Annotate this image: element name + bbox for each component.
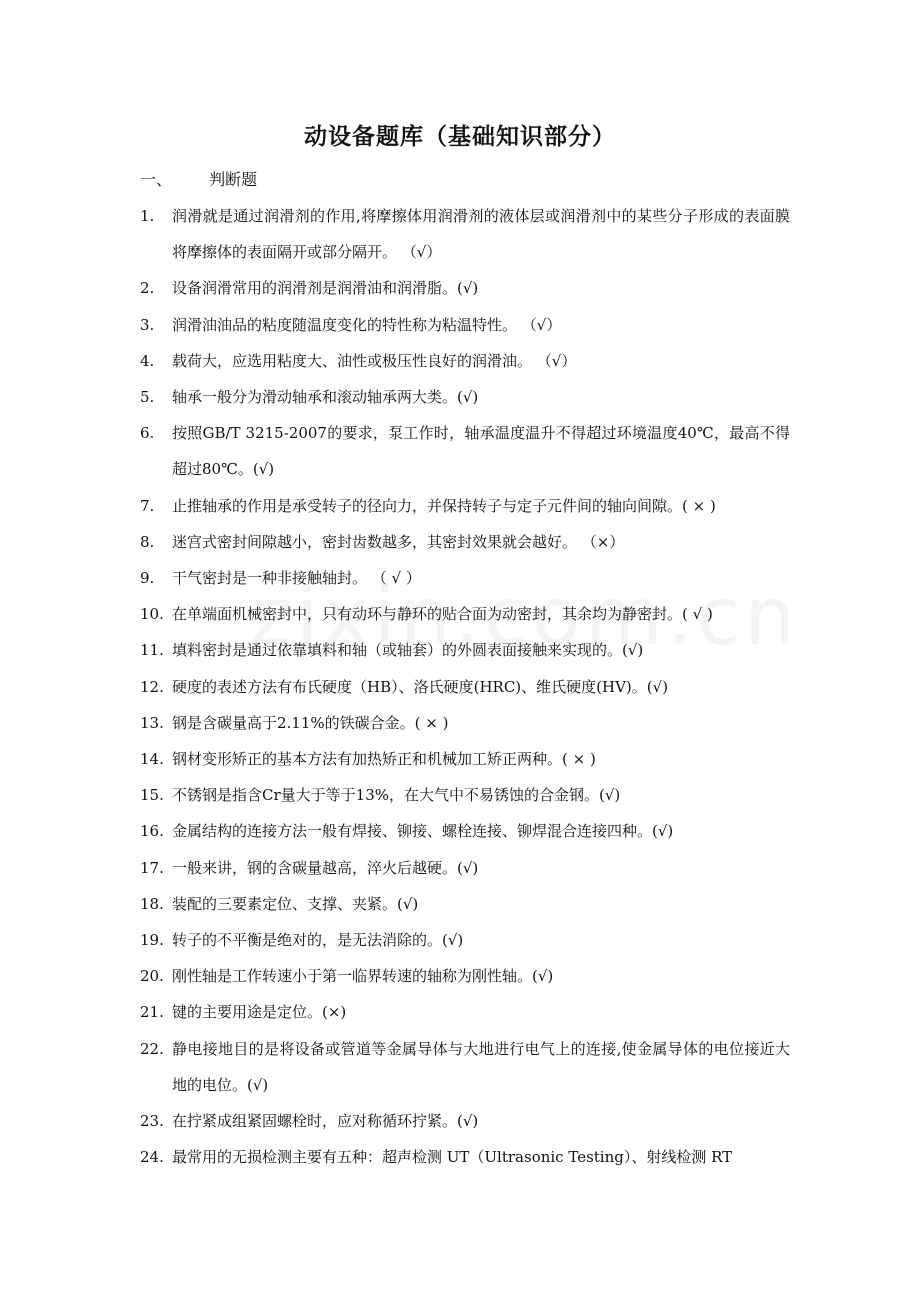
question-item (140, 524, 790, 560)
question-text: 在拧紧成组紧固螺栓时，应对称循环拧紧。(√) (172, 1112, 479, 1131)
question-number: 20. (140, 967, 164, 986)
question-text: 载荷大，应选用粘度大、油性或极压性良好的润滑油。 （√） (172, 351, 577, 370)
question-number: 17. (140, 858, 164, 877)
question-item (140, 705, 790, 741)
question-item (140, 415, 790, 487)
question-item (140, 488, 790, 524)
question-text: 刚性轴是工作转速小于第一临界转速的轴称为刚性轴。(√) (172, 967, 554, 986)
question-text: 钢材变形矫正的基本方法有加热矫正和机械加工矫正两种。( × ) (172, 750, 596, 769)
question-text: 在单端面机械密封中，只有动环与静环的贴合面为动密封，其余均为静密封。( √ ) (172, 605, 713, 624)
document-title: 动设备题库（基础知识部分） (304, 123, 616, 150)
question-number: 11. (140, 641, 164, 660)
question-item (140, 813, 790, 849)
question-number: 18. (140, 894, 164, 913)
question-item (140, 270, 790, 306)
question-item (140, 560, 790, 596)
question-item (140, 994, 790, 1030)
question-number: 3. (140, 315, 155, 334)
question-number: 13. (140, 713, 164, 732)
question-item (140, 596, 790, 632)
question-item (140, 958, 790, 994)
question-text: 键的主要用途是定位。(×) (172, 1003, 347, 1022)
question-number: 24. (140, 1148, 164, 1167)
question-number: 2. (140, 279, 155, 298)
question-text: 金属结构的连接方法一般有焊接、铆接、螺栓连接、铆焊混合连接四种。(√) (172, 822, 674, 841)
question-item (140, 669, 790, 705)
question-text: 钢是含碳量高于2.11%的铁碳合金。( × ) (172, 713, 449, 732)
question-number: 23. (140, 1112, 164, 1131)
question-item (140, 922, 790, 958)
question-text: 转子的不平衡是绝对的，是无法消除的。(√) (172, 931, 464, 950)
question-text: 按照GB/T 3215-2007的要求，泵工作时，轴承温度温升不得超过环境温度40℃，最高不得超过80℃。(√) (172, 424, 790, 479)
question-text: 迷宫式密封间隙越小，密封齿数越多，其密封效果就会越好。 （×） (172, 532, 625, 551)
question-item (140, 343, 790, 379)
question-number: 1. (140, 207, 155, 225)
question-text: 一般来讲，钢的含碳量越高，淬火后越硬。(√) (172, 858, 479, 877)
question-text: 润滑油油品的粘度随温度变化的特性称为粘温特性。 （√） (172, 315, 562, 334)
question-text: 设备润滑常用的润滑剂是润滑油和润滑脂。(√) (172, 279, 479, 298)
question-number: 16. (140, 822, 164, 841)
question-number: 21. (140, 1003, 164, 1022)
question-item (140, 850, 790, 886)
question-list (140, 198, 790, 1175)
question-text: 止推轴承的作用是承受转子的径向力，并保持转子与定子元件间的轴向间隙。( × ) (172, 496, 716, 515)
question-item (140, 1103, 790, 1139)
question-item (140, 307, 790, 343)
question-text: 轴承一般分为滑动轴承和滚动轴承两大类。(√) (172, 388, 479, 407)
question-number: 19. (140, 931, 164, 950)
question-number: 4. (140, 351, 155, 370)
question-item (140, 632, 790, 668)
section-label: 判断题 (209, 170, 258, 189)
question-number: 8. (140, 532, 155, 551)
question-number: 10. (140, 605, 164, 624)
question-number: 22. (140, 1039, 164, 1058)
question-item (140, 379, 790, 415)
question-number: 15. (140, 786, 164, 805)
section-heading (140, 167, 257, 190)
question-text: 静电接地目的是将设备或管道等金属导体与大地进行电气上的连接,使金属导体的电位接近大地的电位。(√) (172, 1039, 790, 1094)
question-text: 不锈钢是指含Cr量大于等于13%，在大气中不易锈蚀的合金钢。(√) (172, 786, 621, 805)
question-item (140, 198, 790, 270)
question-text: 润滑就是通过润滑剂的作用,将摩擦体用润滑剂的液体层或润滑剂中的某些分子形成的表面膜将摩擦体的表面隔开或部分隔开。 （√） (172, 207, 790, 262)
question-item (140, 886, 790, 922)
question-item (140, 777, 790, 813)
question-number: 5. (140, 388, 155, 407)
question-number: 6. (140, 424, 155, 443)
section-number: 一、 (140, 170, 173, 189)
question-item (140, 741, 790, 777)
question-text: 填料密封是通过依靠填料和轴（或轴套）的外圆表面接触来实现的。(√) (172, 641, 644, 660)
question-text: 硬度的表述方法有布氏硬度（HB）、洛氏硬度(HRC)、维氏硬度(HV)。(√) (172, 677, 669, 696)
question-text: 最常用的无损检测主要有五种：超声检测 UT（Ultrasonic Testing）、射线检测 RT (172, 1148, 733, 1167)
question-text: 装配的三要素定位、支撑、夹紧。(√) (172, 894, 419, 913)
question-number: 7. (140, 496, 155, 515)
question-number: 14. (140, 750, 164, 769)
question-text: 干气密封是一种非接触轴封。 （ √ ） (172, 569, 421, 588)
question-item (140, 1031, 790, 1103)
question-number: 9. (140, 569, 155, 588)
question-item (140, 1139, 790, 1175)
question-number: 12. (140, 677, 164, 696)
